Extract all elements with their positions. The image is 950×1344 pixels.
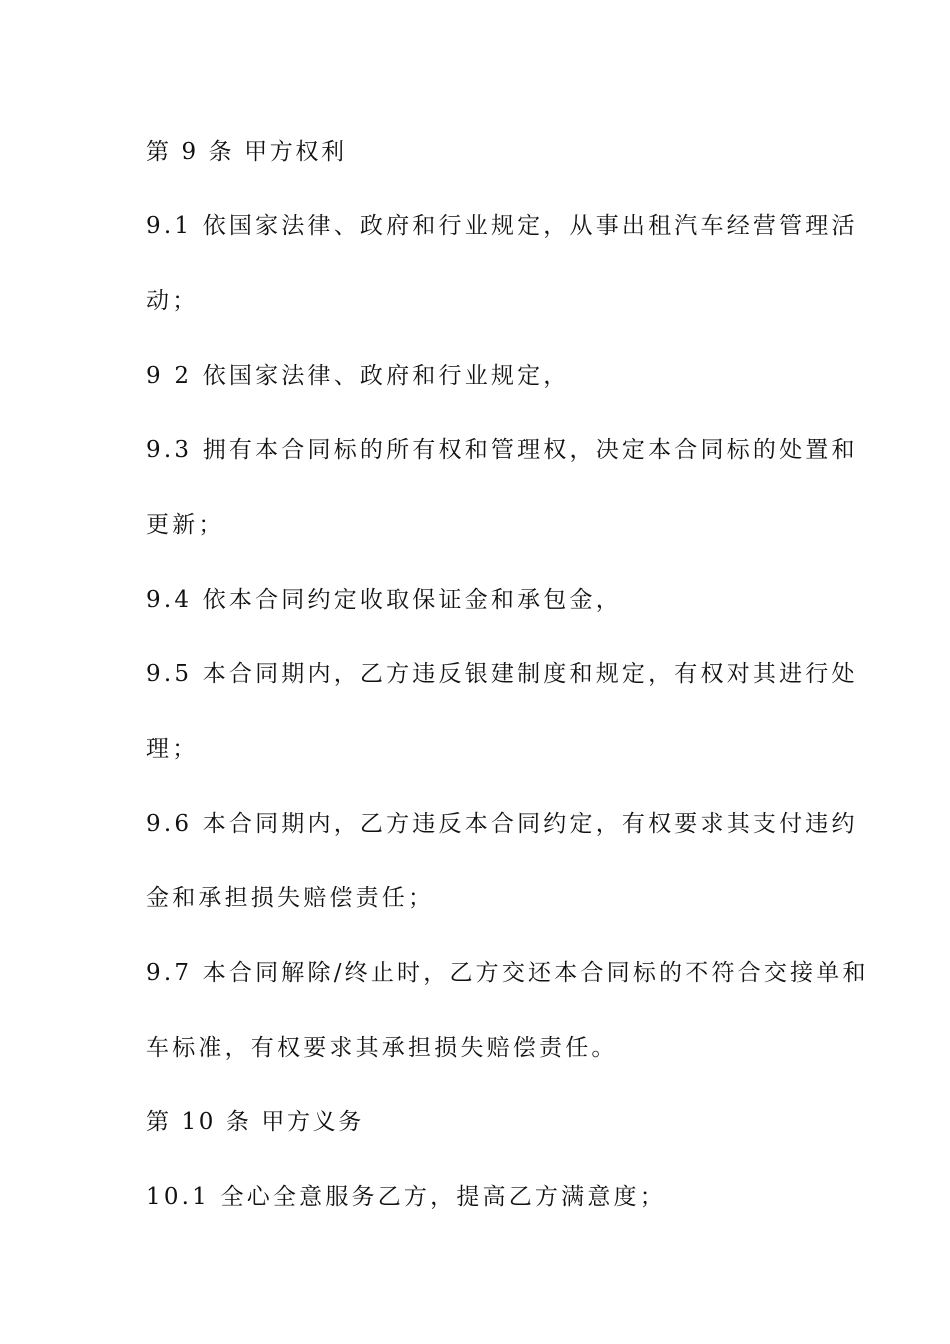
clause-9-4: 9.4 依本合同约定收取保证金和承包金， xyxy=(146,587,622,613)
clause-9-1-line-1: 9.1 依国家法律、政府和行业规定，从事出租汽车经营管理活 xyxy=(146,213,858,239)
clause-9-1-line-2: 动； xyxy=(146,288,199,314)
clause-9-7-line-1: 9.7 本合同解除/终止时，乙方交还本合同标的不符合交接单和 xyxy=(146,960,869,986)
clause-9-2: 9 2 依国家法律、政府和行业规定， xyxy=(146,363,570,389)
clause-9-5-line-1: 9.5 本合同期内，乙方违反银建制度和规定，有权对其进行处 xyxy=(146,661,858,687)
article-9-heading: 第 9 条 甲方权利 xyxy=(146,139,347,165)
clause-9-5-line-2: 理； xyxy=(146,736,199,762)
clause-9-3-line-1: 9.3 拥有本合同标的所有权和管理权，决定本合同标的处置和 xyxy=(146,437,858,463)
clause-10-1: 10.1 全心全意服务乙方，提高乙方满意度； xyxy=(146,1184,666,1210)
clause-9-7-line-2: 车标准，有权要求其承担损失赔偿责任。 xyxy=(146,1035,618,1061)
article-10-heading: 第 10 条 甲方义务 xyxy=(146,1109,364,1135)
clause-9-3-line-2: 更新； xyxy=(146,512,225,538)
clause-9-6-line-1: 9.6 本合同期内，乙方违反本合同约定，有权要求其支付违约 xyxy=(146,811,858,837)
clause-9-6-line-2: 金和承担损失赔偿责任； xyxy=(146,885,435,911)
